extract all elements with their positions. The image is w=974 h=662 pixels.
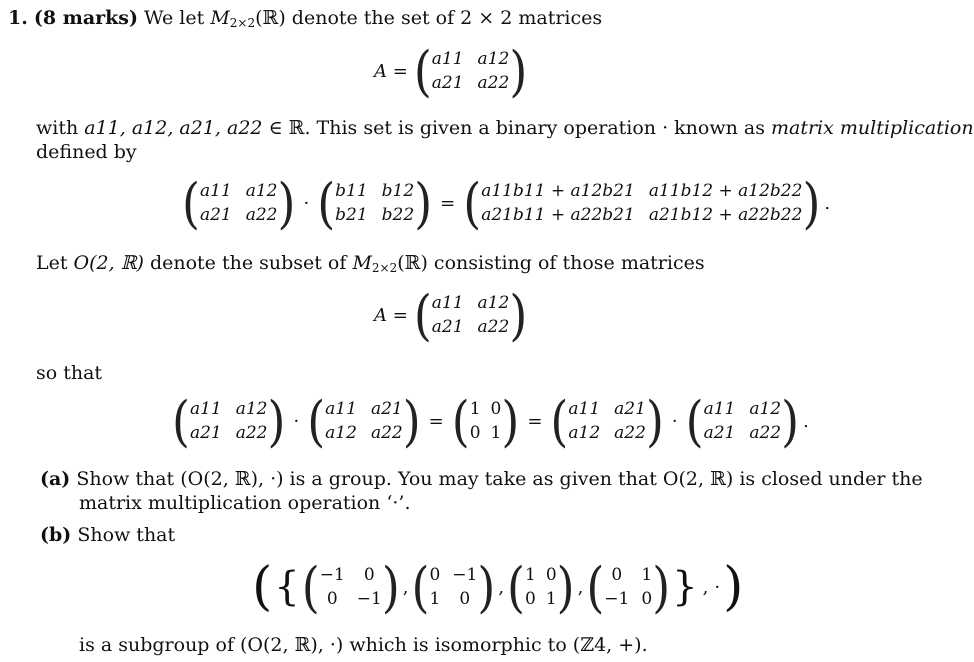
set-argument: (ℝ) [397, 252, 428, 274]
matrix-entry: 0 [641, 589, 653, 609]
matrix-entry: a21 [703, 423, 736, 443]
matrix-entry: a22 [370, 423, 403, 443]
matrix-entry: a12 [749, 399, 782, 419]
comma: , [498, 576, 505, 598]
matrix-entry: a11 [325, 399, 357, 419]
matrix-entry: a21 [199, 205, 232, 225]
cond-matrix-a-transpose: ( a11 a21 a12 a22 ) [307, 389, 421, 453]
matrix-entry: a11 [189, 399, 222, 419]
matrix-entry: a21b12 + a22b22 [648, 205, 803, 225]
close-brace: } [672, 564, 698, 610]
question-intro-tail: denote the set of 2 × 2 matrices [291, 7, 603, 29]
subgroup-matrix-identity: ( 1 0 0 1 ) [507, 555, 575, 619]
matrix-entry: a21 [189, 423, 222, 443]
with-text: with [36, 117, 79, 139]
matrix-entry: a11 [568, 399, 601, 419]
part-a-text-1: Show that (O(2, ℝ), ·) is a group. You may take as given that O(2, ℝ) is closed under the [76, 468, 923, 490]
dot-operator: · [671, 410, 678, 432]
let-text: Let [36, 252, 68, 274]
part-b-line-1 [40, 523, 175, 547]
equals-sign: = [428, 410, 444, 432]
matrix-entry: a11b12 + a12b22 [648, 181, 803, 201]
orth-condition-display [172, 389, 817, 453]
matrix-entry: −1 [452, 565, 478, 585]
matrix-entry: 0 [469, 423, 481, 443]
defined-by-line [36, 140, 137, 164]
set-symbol: M [210, 7, 230, 29]
equals-sign: = [527, 410, 543, 432]
matrix-entry: a21 [614, 399, 646, 419]
part-b-label: (b) [40, 524, 72, 546]
matrix-entry: 1 [525, 565, 536, 585]
equals-sign: = [440, 192, 456, 214]
matrix-entry: a12 [325, 423, 357, 443]
subset-text: denote the subset of [149, 252, 347, 274]
set-symbol: M [352, 252, 372, 274]
question-intro: We let [144, 7, 205, 29]
matrix-entry: 0 [525, 589, 536, 609]
matrix-entry: 1 [429, 589, 441, 609]
with-line [36, 116, 974, 140]
matrix-entry: a21 [431, 73, 464, 93]
matrix-entry: a12 [477, 49, 510, 69]
subgroup-matrix-neg-identity: ( −1 0 0 −1 ) [301, 555, 400, 619]
matrix-a-lhs: A = [374, 60, 408, 82]
matrix-multiplication-term: matrix multiplication [771, 117, 974, 139]
matrix-a-lhs: A = [374, 304, 408, 326]
close-paren: ) [723, 557, 744, 617]
matrix-entry: 1 [469, 399, 481, 419]
matrix-a-display-2 [374, 283, 528, 347]
open-brace: { [274, 564, 300, 610]
dot-operator: · [303, 192, 310, 214]
set-argument: (ℝ) [255, 7, 286, 29]
part-b-tail-text: is a subgroup of (O(2, ℝ), ·) which is isomorphic to (ℤ4, +). [79, 634, 648, 656]
dot-operator: · [293, 410, 300, 432]
matrix-entry: 0 [459, 589, 471, 609]
matrix-entry: 1 [545, 589, 557, 609]
part-a-line-1 [40, 467, 923, 491]
period: . [824, 192, 831, 214]
matrix-entry: 0 [363, 565, 375, 585]
matrix-entry: a21b11 + a22b21 [481, 205, 635, 225]
matrix-entry: a11 [199, 181, 232, 201]
comma: , [577, 576, 584, 598]
dot-operator: · [714, 576, 721, 598]
matrix-entry: 0 [611, 565, 623, 585]
matrix-entry: −1 [356, 589, 382, 609]
product-left-matrix: ( a11 a12 a21 a22 ) [182, 171, 296, 235]
matrix-entry: b22 [381, 205, 415, 225]
matrix-entry: −1 [604, 589, 630, 609]
matrix-entry: a11 [431, 293, 464, 313]
question-header [8, 6, 602, 35]
matrix-a: ( a11 a12 a21 a22 ) [413, 39, 528, 103]
comma: , [402, 576, 409, 598]
subgroup-display [252, 555, 744, 619]
product-display [182, 171, 838, 235]
orth-def-line [36, 251, 705, 280]
matrix-entry: a12 [568, 423, 601, 443]
part-b-line-2 [79, 633, 648, 657]
matrix-entry: b11 [335, 181, 368, 201]
identity-matrix: ( 1 0 0 1 ) [451, 389, 520, 453]
matrix-entry: a21 [431, 317, 464, 337]
so-that-text: so that [36, 362, 103, 384]
matrix-entry: a21 [370, 399, 403, 419]
matrix-entry: 1 [490, 423, 502, 443]
product-right-matrix: ( b11 b12 b21 b22 ) [317, 171, 433, 235]
matrix-entry: a11 [703, 399, 736, 419]
matrix-entry: a22 [749, 423, 782, 443]
matrix-entry: a12 [235, 399, 268, 419]
open-paren: ( [252, 557, 273, 617]
product-result-matrix: ( a11b11 + a12b21 a11b12 + a12b22 a21b11 + a22b21 a21b12 + a22b22 ) [463, 171, 821, 235]
period: . [803, 410, 809, 432]
with-text-b: ∈ ℝ. This set is given a binary operation · known as [268, 117, 765, 139]
matrix-entry: a22 [477, 317, 510, 337]
matrix-a: ( a11 a12 a21 a22 ) [413, 283, 528, 347]
matrix-entry: a12 [245, 181, 278, 201]
matrix-entry: b21 [335, 205, 368, 225]
matrix-entry: a12 [477, 293, 510, 313]
with-elements: a11, a12, a21, a22 [84, 117, 263, 139]
matrix-entry: a22 [477, 73, 510, 93]
matrix-entry: 0 [429, 565, 441, 585]
cond-matrix-a: ( a11 a12 a21 a22 ) [172, 389, 286, 453]
matrix-entry: 1 [641, 565, 653, 585]
part-a-text-2: matrix multiplication operation ‘·’. [79, 492, 411, 514]
consisting-text: consisting of those matrices [433, 252, 705, 274]
matrix-entry: a22 [245, 205, 278, 225]
matrix-entry: a22 [235, 423, 268, 443]
matrix-entry: b12 [381, 181, 415, 201]
subgroup-matrix-rotation-90: ( 0 −1 1 0 ) [411, 555, 496, 619]
cond-matrix-a-2: ( a11 a12 a21 a22 ) [685, 389, 800, 453]
matrix-entry: 0 [490, 399, 502, 419]
comma: , [702, 576, 709, 598]
question-marks: (8 marks) [33, 7, 138, 29]
question-number: 1. [8, 7, 28, 29]
matrix-entry: a11b11 + a12b21 [481, 181, 635, 201]
matrix-entry: a11 [431, 49, 464, 69]
set-subscript: 2×2 [371, 261, 398, 275]
matrix-entry: 0 [545, 565, 557, 585]
matrix-entry: −1 [319, 565, 345, 585]
matrix-entry: 0 [326, 589, 338, 609]
cond-matrix-a-transpose-2: ( a11 a21 a12 a22 ) [550, 389, 664, 453]
part-b-text-1: Show that [77, 524, 176, 546]
so-that-line [36, 361, 102, 385]
defined-by-text: defined by [36, 141, 137, 163]
matrix-entry: a22 [614, 423, 646, 443]
set-subscript: 2×2 [229, 16, 256, 30]
part-a-line-2 [79, 491, 411, 515]
matrix-a-display [374, 39, 528, 103]
orthogonal-group-name: O(2, ℝ) [73, 252, 144, 274]
part-a-label: (a) [40, 468, 71, 490]
subgroup-matrix-rotation-270: ( 0 1 −1 0 ) [586, 555, 671, 619]
